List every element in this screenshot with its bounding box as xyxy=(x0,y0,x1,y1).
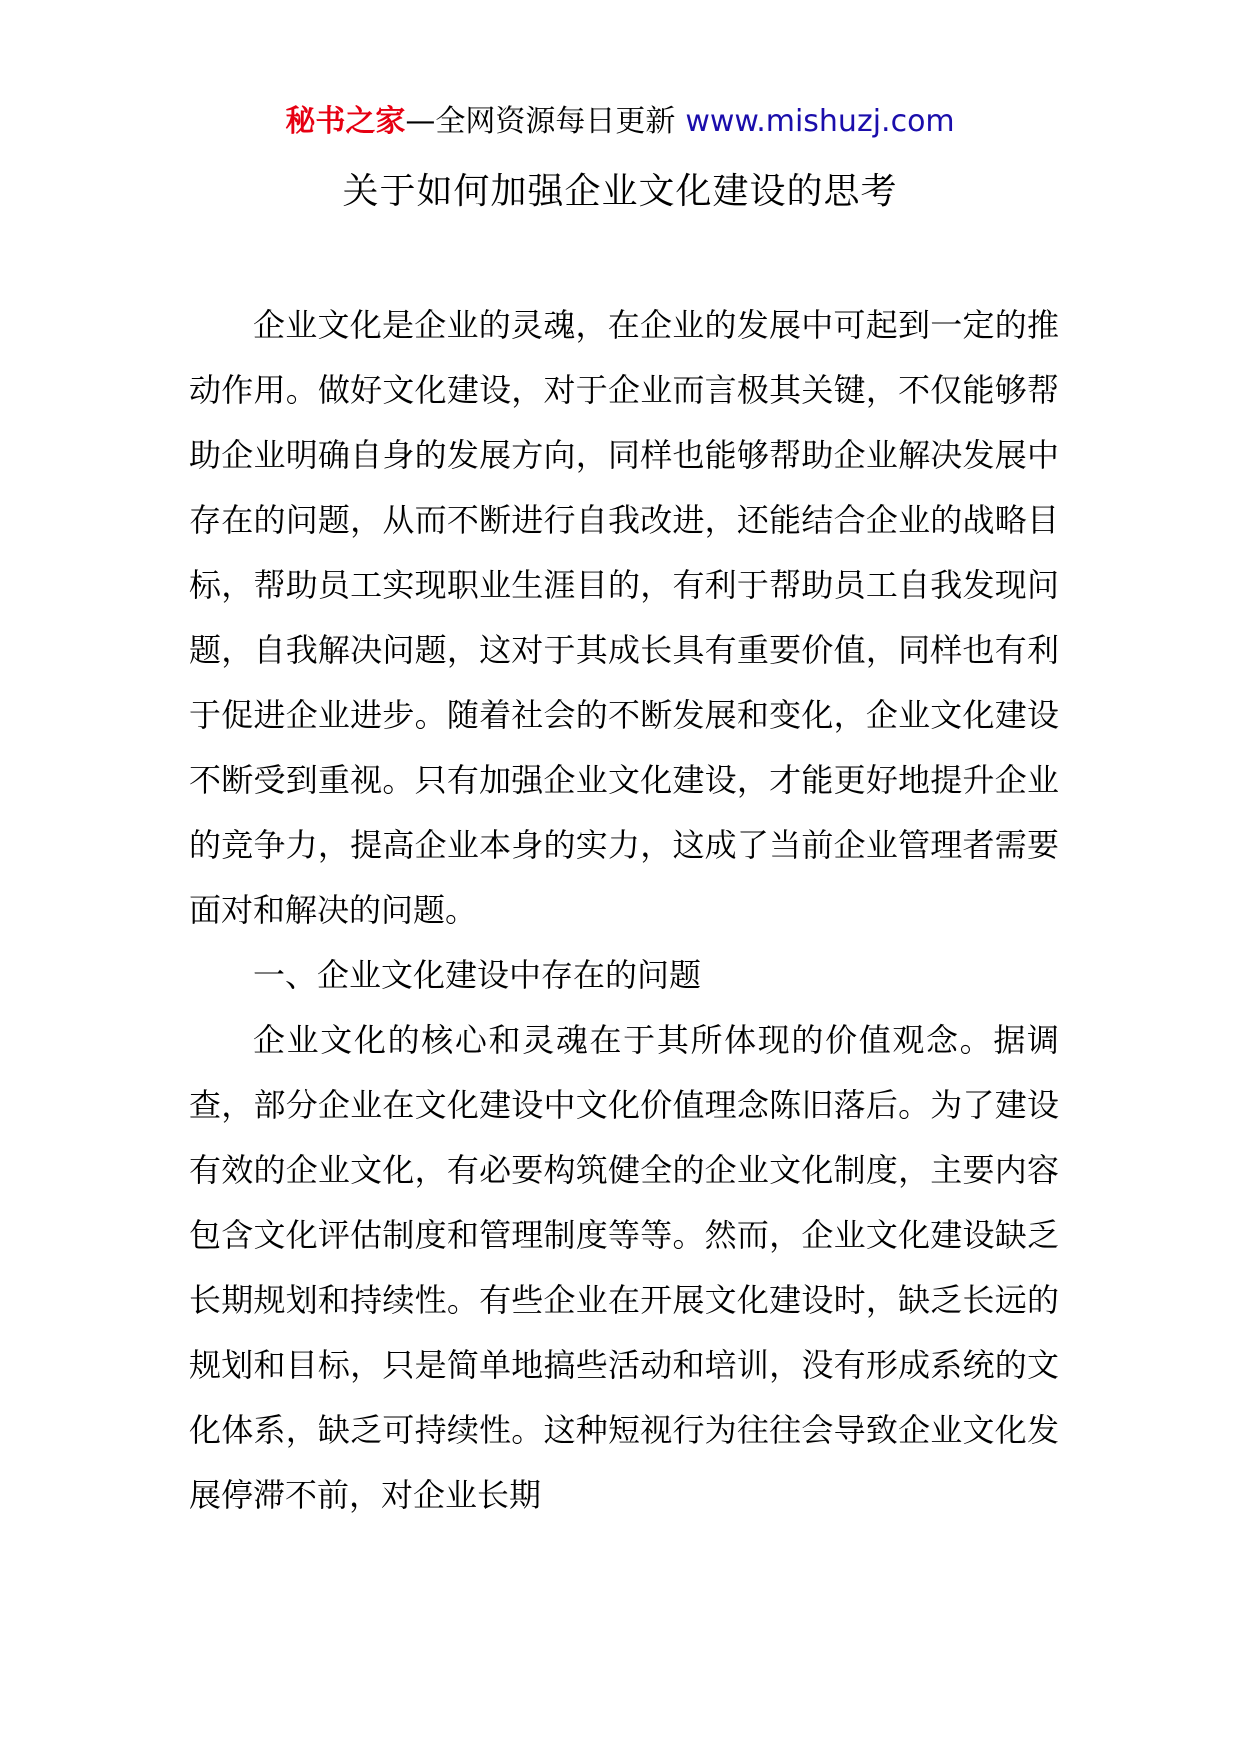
section-heading: 一、企业文化建设中存在的问题 xyxy=(253,956,702,994)
section-paragraph: 企业文化的核心和灵魂在于其所体现的价值观念。据调查，部分企业在文化建设中文化价值理念陈旧落后。为了建设有效的企业文化，有必要构筑健全的企业文化制度，主要内容包含文化评估制度和管理制度等等。然而，企业文化建设缺乏长期规划和持续性。有些企业在开展文化建设时，缺乏长远的规划和目标，只是简单地搞些活动和培训，没有形成系统的文化体系，缺乏可持续性。这种短视行为往往会导致企业文化发展停滞不前，对企业长期 xyxy=(189,1021,1059,1514)
document-body xyxy=(189,293,1059,1528)
site-url-link[interactable]: www.mishuzj.com xyxy=(685,104,955,139)
intro-paragraph: 企业文化是企业的灵魂，在企业的发展中可起到一定的推动作用。做好文化建设，对于企业而言极其关键，不仅能够帮助企业明确自身的发展方向，同样也能够帮助企业解决发展中存在的问题，从而不断进行自我改进，还能结合企业的战略目标，帮助员工实现职业生涯目的，有利于帮助员工自我发现问题，自我解决问题，这对于其成长具有重要价值，同样也有利于促进企业进步。随着社会的不断发展和变化，企业文化建设不断受到重视。只有加强企业文化建设，才能更好地提升企业的竞争力，提高企业本身的实力，这成了当前企业管理者需要面对和解决的问题。 xyxy=(189,306,1059,929)
brand-name: 秘书之家 xyxy=(285,104,406,139)
header-tagline: —全网资源每日更新 xyxy=(405,104,676,139)
site-header xyxy=(0,102,1240,142)
document-title: 关于如何加强企业文化建设的思考 xyxy=(342,171,898,212)
